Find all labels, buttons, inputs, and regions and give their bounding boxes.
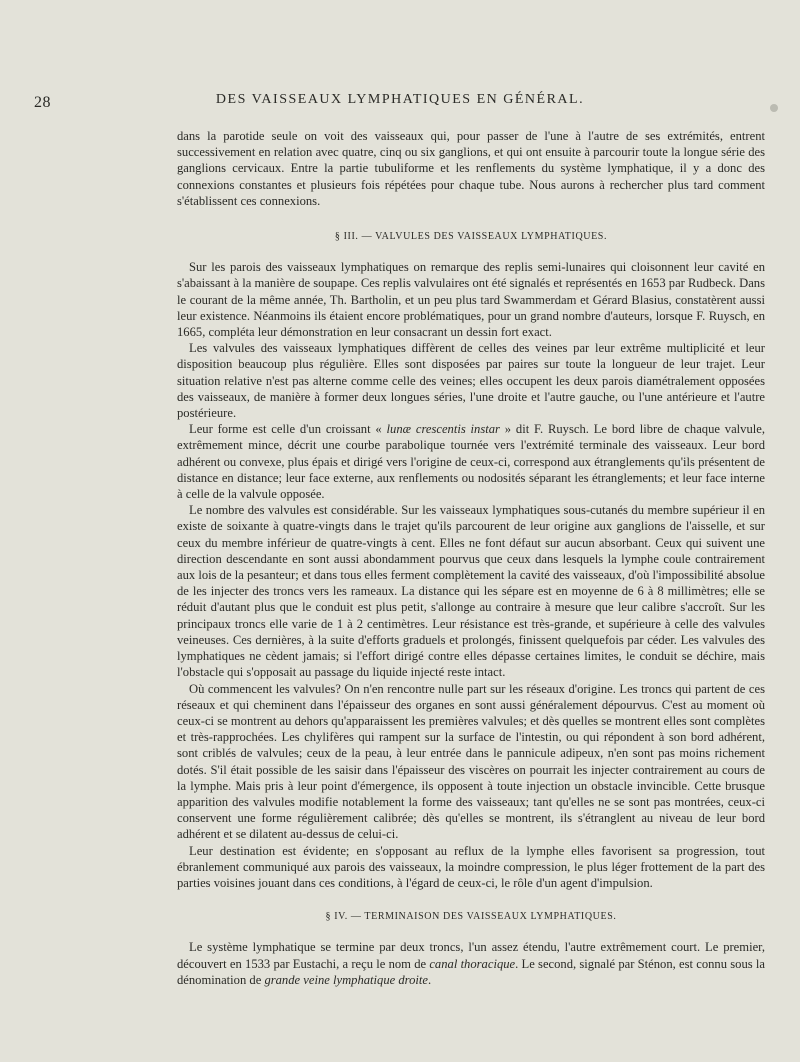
paragraph — [177, 939, 765, 988]
text-run: . — [428, 972, 432, 987]
paragraph: Le nombre des valvules est considérable. Sur les vaisseaux lymphatiques sous-cutanés du membre supérieur il en existe de soixante à quatre-vingts dans le trajet qu'ils parcourent de leur origine aux ganglions de l'aisselle, et sur ceux du membre inférieur de quatre-vingts à cent. Elles ne font défaut sur aucun absorbant. Ceux qui suivent une direction descendante en sont aussi abondamment pourvus que ceux dans lesquels la lymphe coule contrairement aux lois de la pesanteur; et dans tous elles ferment complètement la cavité des vaisseaux, d'où l'impossibilité absolue de les injecter des troncs vers les rameaux. La distance qui les sépare est en moyenne de 6 à 8 millimètres; elle se réduit d'autant plus que le conduit est plus petit, s'allonge au contraire à mesure que leur calibre s'accroît. Sur les principaux troncs elle varie de 1 à 2 centimètres. Leur résistance est très-grande, et supérieure à celle des valvules veineuses. Ces dernières, à la suite d'efforts graduels et prolongés, finissent quelquefois par céder. Les valvules des lymphatiques ne cèdent jamais; si l'effort dirigé contre elles dépasse certaines limites, le conduit se déchire, mais l'obstacle qui s'opposait au passage du liquide injecté reste intact. — [177, 503, 765, 680]
paragraph: Sur les parois des vaisseaux lymphatiques on remarque des replis semi-lunaires qui cloisonnent leur cavité en s'abaissant à la manière de soupape. Ces replis valvulaires ont été signalés et représentés en 1653 par Rudbeck. Dans le courant de la même année, Th. Bartholin, et un peu plus tard Swammerdam et Gérard Blasius, constatèrent aussi leur existence. Néanmoins ils étaient encore problématiques, pour un grand nombre d'auteurs, lorsque F. Ruysch, en 1665, compléta leur démonstration en leur consacrant un dessin fort exact. — [177, 260, 765, 340]
running-head: DES VAISSEAUX LYMPHATIQUES EN GÉNÉRAL. — [215, 92, 585, 107]
section-title-4: § IV. — TERMINAISON DES VAISSEAUX LYMPHATIQUES. — [325, 911, 617, 923]
page-body — [177, 128, 765, 988]
text-run: . Le second, signalé par Sténon, est connu sous la dénomination de — [177, 956, 765, 987]
paragraph: Où commencent les valvules? On n'en rencontre nulle part sur les réseaux d'origine. Les troncs qui partent de ces réseaux et qui cheminent dans l'épaisseur des organes en sont aussi généralement dépourvus. C'est au moment où ceux-ci se montrent au dehors qu'apparaissent les premières valvules; et dès quelles se montrent elles sont complètes et très-rapprochées. Les chylifères qui rampent sur la surface de l'intestin, ou qui répondent à son bord adhérent, sont criblés de valvules; ceux de la peau, à leur entrée dans le pannicule adipeux, n'en sont pas moins richement dotés. S'il était possible de les saisir dans l'épaisseur des viscères on pourrait les injecter contrairement au cours de la lymphe. Mais pris à leur point d'émergence, ils opposent à toute injection un obstacle invincible. Cette brusque apparition des valvules modifie notablement la forme des vaisseaux; tant qu'elles ne se sont pas montrées, ceux-ci conservent une forme régulièrement calibrée; dès qu'elles se montrent, ils s'étranglent au niveau de leur bord adhérent et se dilatent au-dessus de celui-ci. — [177, 681, 765, 842]
text-run: Le système lymphatique se termine par deux troncs, l'un assez étendu, l'autre extrêmement court. Le premier, découvert en 1533 par Eustachi, a reçu le nom de — [177, 940, 765, 971]
term-italic: canal thoracique — [429, 956, 516, 971]
page-number: 28 — [34, 94, 51, 111]
section-title-3: § III. — VALVULES DES VAISSEAUX LYMPHATIQUES. — [334, 231, 608, 243]
text-run: » dit F. Ruysch. Le bord libre de chaque valvule, extrêmement mince, décrit une courbe parabolique tournée vers l'extrémité terminale des vaisseaux. Leur bord adhérent ou convexe, plus épais et dirigé vers l'origine de ceux-ci, correspond aux étranglements qu'ils présentent de distance en distance; leur face externe, aux renflements ou nodosités séparant les étranglements; et leur face interne à celle de la valvule opposée. — [177, 422, 766, 502]
paragraph: Leur destination est évidente; en s'opposant au reflux de la lymphe elles favorisent sa progression, tout ébranlement communiqué aux parois des vaisseaux, la moindre compression, le plus léger frottement de la part des parties voisines jouant dans ces conditions, à l'égard de ceux-ci, le rôle d'un agent d'impulsion. — [177, 843, 765, 890]
page-header — [34, 92, 624, 111]
paragraph-continued: dans la parotide seule on voit des vaisseaux qui, pour passer de l'une à l'autre de ses extrémités, entrent successivement en relation avec quatre, cinq ou six ganglions, et qui ont ensuite à parcourir toute la longue série des ganglions cervicaux. Entre la partie tubuliforme et les renflements du système lymphatique, il y a donc des connexions constantes et plusieurs fois répétées pour chaque tube. Nous aurons à rechercher plus tard comment s'établissent ces connexions. — [177, 129, 765, 208]
latin-quote: lunæ crescentis instar — [386, 422, 500, 437]
paragraph — [177, 421, 765, 502]
term-italic: grande veine lymphatique droite — [264, 972, 428, 987]
paragraph: Les valvules des vaisseaux lymphatiques diffèrent de celles des veines par leur extrême multiplicité et leur disposition beaucoup plus régulière. Elles sont disposées par paires sur toute la longueur de leur trajet. Leur situation relative n'est pas alterne comme celle des veines; elles occupent les deux parois diamétralement opposées des vaisseaux, de manière à former deux longues séries, l'une droite et l'autre gauche, ou l'une antérieure et l'autre postérieure. — [177, 341, 765, 421]
text-run: Leur forme est celle d'un croissant « — [189, 422, 387, 437]
paper-stain — [770, 104, 778, 112]
